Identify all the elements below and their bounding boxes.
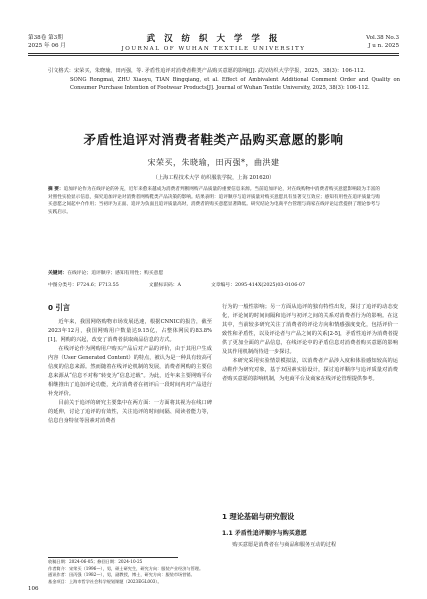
intro-paragraph-5: 本研究采用实验情景模拟法，以消费者产品涉入度和体验感知较高的运动鞋作为研究对象，基于双因素实验设计，探讨追评顺序与追评质量对消费者购买意愿的影响机制，为电商平台及商家在线评论管理提供参考。 [222, 358, 398, 382]
header-rule-bottom [28, 55, 399, 56]
intro-right-column [222, 303, 398, 384]
date-cn: 2025 年 06 月 [28, 43, 66, 49]
running-header-center [0, 32, 427, 52]
header-rule-top [28, 53, 399, 54]
paper-title: 矛盾性追评对消费者鞋类产品购买意愿的影响 [83, 132, 344, 147]
intro-paragraph-4: 行为的一般性影响；另一方面从追评的独有特性出发，探讨了追评的动态变化，评论间的时间间隔和追评与初评之间的关系对消费者行为的影响。在这其中，当前较多研究关注了消费者的评论方向和情感强度变化，包括评价一致性和矛盾性，以及评论者与产品之间的关系[2-5]，矛盾性追评为消费者提供了更加全面的产品信息，在线评论中的矛盾信息对消费者购买意愿的影响及其作用机制尚待进一步探讨。 [222, 304, 398, 355]
abstract-text: 追加评论作为在线评论的补充，近年来愈来越成为消费者判断网购产品质量的重要信息来源。当前追加评论，对在线购物中消费者购买意愿影响较为丰富的对照性实验显示信息，探究追加评论对消费者网购鞋类产品决策的影响。结果表明：追评顺序与追评质量对购买意愿具有显著交互效应；感知有用性在追评质量与购买意愿之间起中介作用；当初评为正面、追评为负面且追评质量高时，消费者的购买意愿显著降低。研究结论为电商平台管理与商家在线评论运营提供了理论参考与实践启示。 [48, 187, 380, 215]
citation-block [48, 67, 400, 93]
intro-paragraph-1: 近年来，我国网络购物市场发展迅速，根据CNNIC的报告，截至2023年12月，我国网购用户数量达9.15亿，占整体网民的83.8%[1]。网购的兴起，改变了消费者获取商品信息的方式。 [48, 319, 212, 343]
keywords [48, 269, 380, 276]
citation-cn: 引文格式：宋荣买，朱晓瑜，田丙强，等. 矛盾性追评对消费者鞋类产品购买意愿的影响[J]. 武汉纺织大学学报，2025，38(3)：106-112. [48, 68, 366, 74]
subsection-heading-1-1: 1.1 矛盾性追评顺序与购买意愿 [222, 530, 307, 537]
subsection-1-1-text [222, 541, 398, 550]
author-list: 宋荣买，朱晓瑜，田丙强*，曲洪建 [147, 158, 280, 167]
document-code: 文献标识码：A [148, 283, 182, 288]
clc-number: 中图分类号：F724.6；F713.55 [48, 283, 119, 288]
citation-en: SONG Rongmai, ZHU Xiaoyu, TIAN Bingqiang, et al. Effect of Ambivalent Additional Comment Order and Quality on Consumer Purchase Intention of Footwear Products[J]. Journal of Wuhan Textile University, 2025, 38(3): 106-112. [70, 76, 400, 92]
date-en: J u n. 2025 [368, 43, 399, 49]
classification-line [48, 281, 380, 288]
footnote-corresponding: 通讯作者：田丙强（1982—），男，副教授，博士，研究方向：服装市场营销。 [48, 572, 195, 578]
section-heading-intro: 0 引言 [48, 303, 70, 312]
volume-cn: 第38卷 第3期 [28, 35, 63, 41]
abstract-label: 摘 要： [48, 187, 64, 192]
page-number: 106 [28, 586, 39, 592]
journal-name-en: JOURNAL OF WUHAN TEXTILE UNIVERSITY [121, 46, 306, 52]
subsection-1-1-paragraph: 购买意愿是消费者在与商品和服务互动的过程 [232, 542, 337, 548]
intro-left-column [48, 318, 212, 426]
intro-paragraph-3: 目前关于追评的研究主要集中在两方面：一方面将其视为在线口碑的延伸，讨论了追评的有效性，关注追评的时间间隔、阅读者能力等，信息自身特征等因素对消费者 [48, 400, 212, 424]
running-header-right [366, 34, 399, 50]
keywords-label: 关键词： [48, 271, 68, 276]
keywords-text: 在线评论；追评顺序；感知有用性；购买意愿 [67, 271, 164, 276]
intro-paragraph-2: 在线评论作为网购用户购买产品后对产品的评价，由于其用户生成内容（User Generated Content）的特点，被认为是一种具有较高可信度的信息来源。然而随着在线评论机制的发展，消费者网购的主要信息来源从“信息不对称”转变为“信息过载”。为此，近年来主要网购平台相继推出了追加评论功能，允许消费者在初评后一段时间内对产品进行补充评价。 [48, 346, 212, 397]
section-heading-1: 1 理论基础与研究假设 [222, 512, 295, 521]
affiliation: （上海工程技术大学 纺织服装学院，上海 201620） [152, 175, 275, 181]
article-number: 文章编号：2095-414X(2025)03-0106-07 [211, 283, 306, 288]
footnote-author: 作者简介：宋荣买（1996—），男，硕士研究生，研究方向：服装产业经济与管理。 [48, 565, 204, 571]
journal-name-cn: 武 汉 纺 织 大 学 学 报 [146, 34, 281, 44]
footnote-rule [48, 557, 178, 558]
footnote-fund: 基金项目：上海市哲学社会科学规划课题（2023EGL003）。 [48, 578, 162, 584]
volume-en: Vol.38 No.3 [366, 35, 399, 41]
abstract [48, 186, 380, 216]
footnote-block [48, 559, 238, 585]
footnote-received: 收稿日期：2024-06-05；修回日期：2024-10-25 [48, 559, 143, 564]
